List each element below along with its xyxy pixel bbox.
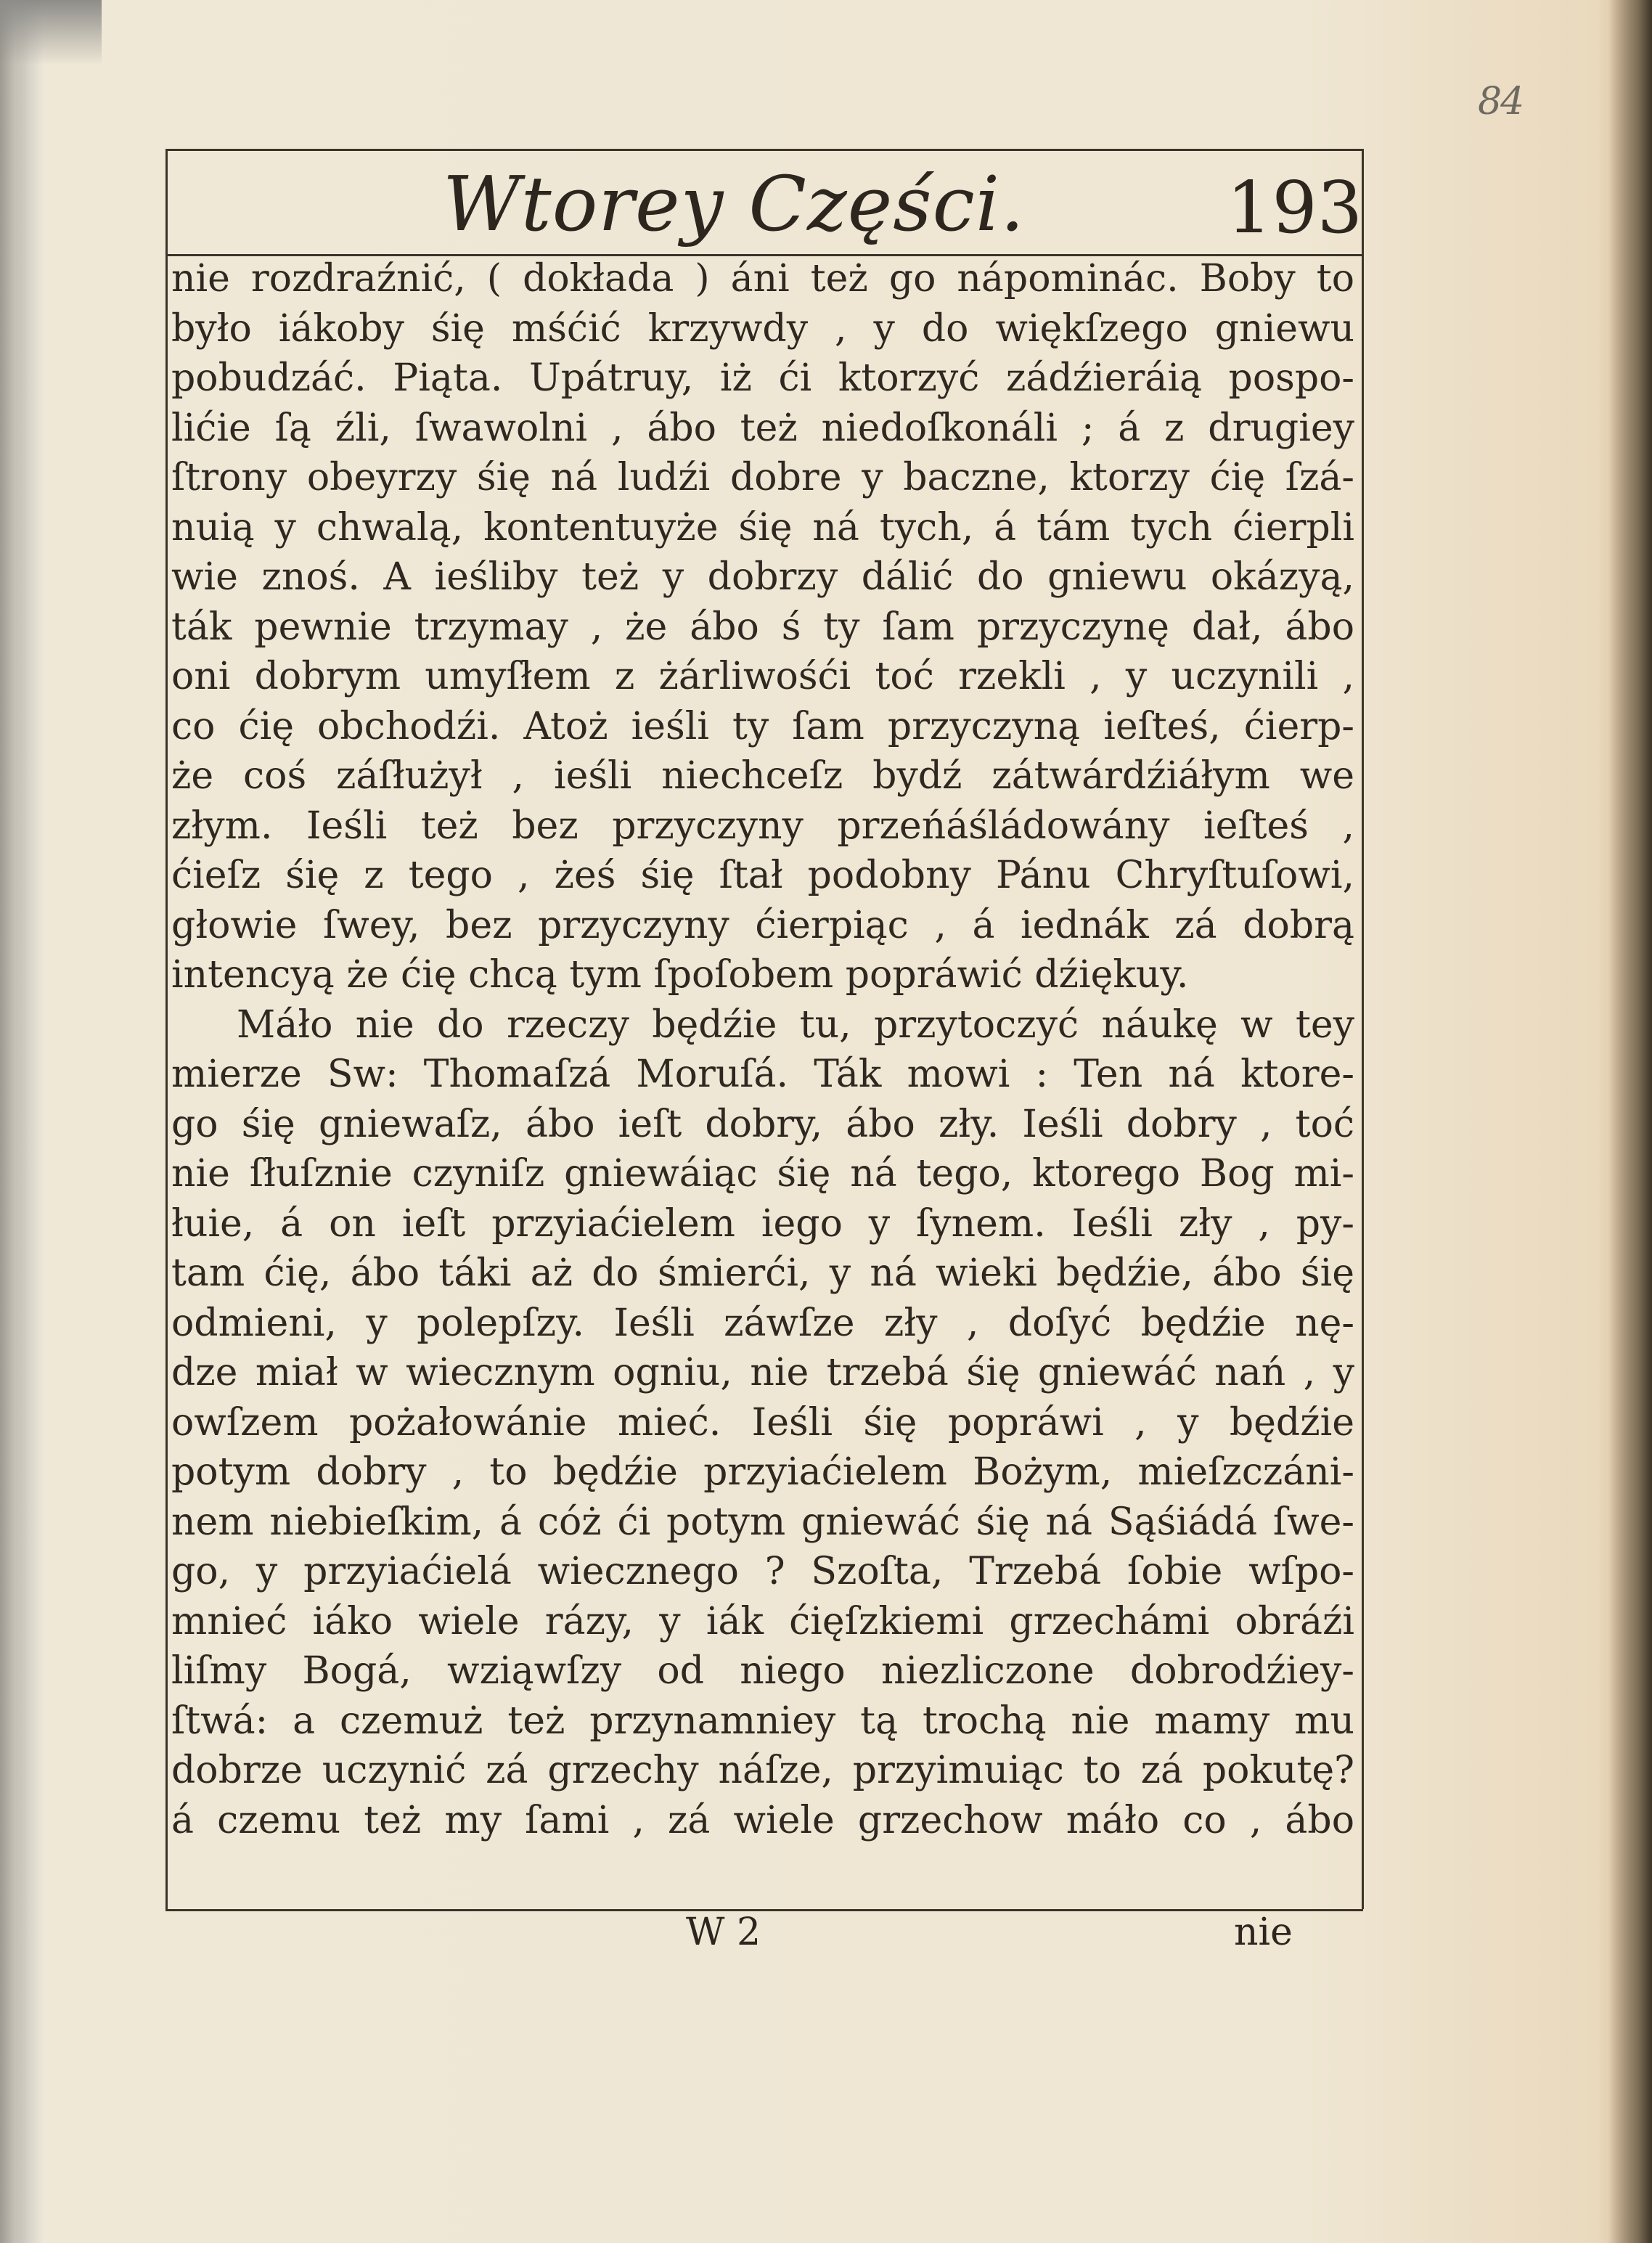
text-line: ćieſz śię z tego , żeś śię ſtał podobny Pánu Chryſtuſowi, bbox=[171, 854, 1354, 897]
text-line: odmieni, y polepſzy. Ieśli záwſze zły , doſyć będźie nę- bbox=[171, 1301, 1354, 1345]
top-rule bbox=[165, 149, 1363, 151]
signature-mark: W 2 bbox=[686, 1911, 761, 1954]
corner-shadow bbox=[0, 0, 102, 65]
text-line: ſtrony obeyrzy śię ná ludźi dobre y baczne, ktorzy ćię ſzá- bbox=[171, 456, 1354, 499]
text-line: że coś záſłużył , ieśli niechceſz bydź zátwárdźiáłym we bbox=[171, 754, 1354, 798]
text-line: ták pewnie trzymay , że ábo ś ty ſam przyczynę dał, ábo bbox=[171, 605, 1354, 649]
page-edge bbox=[1608, 0, 1652, 2243]
text-line: głowie ſwey, bez przyczyny ćierpiąc , á iednák zá dobrą bbox=[171, 903, 1354, 947]
catchword: nie bbox=[1234, 1911, 1293, 1954]
text-line: nuią y chwalą, kontentuyże śię ná tych, á tám tych ćierpli bbox=[171, 505, 1354, 549]
page-number: 193 bbox=[1227, 167, 1363, 250]
text-line: pobudzáć. Piąta. Upátruy, iż ći ktorzyć zádźieráią pospo- bbox=[171, 356, 1354, 400]
text-line: łuie, á on ieſt przyiaćielem iego y ſynem. Ieśli zły , py- bbox=[171, 1201, 1354, 1246]
text-line: potym dobry , to będźie przyiaćielem Bożym, mieſzczáni- bbox=[171, 1450, 1354, 1494]
body-text bbox=[171, 254, 1354, 1845]
text-line: lićie ſą źli, ſwawolni , ábo też niedoſkonáli ; á z drugiey bbox=[171, 406, 1354, 450]
running-head: Wtorey Części. bbox=[443, 160, 1026, 248]
text-line: nie ſłuſznie czyniſz gniewáiąc śię ná tego, ktorego Bog mi- bbox=[171, 1152, 1354, 1196]
text-line: wie znoś. A ieśliby też y dobrzy dálić do gniewu okázyą, bbox=[171, 555, 1354, 599]
text-line: liſmy Bogá, wziąwſzy od niego niezliczone dobrodźiey- bbox=[171, 1649, 1354, 1693]
text-line: go, y przyiaćielá wiecznego ? Szoſta, Trzebá ſobie wſpo- bbox=[171, 1550, 1354, 1593]
text-line: mnieć iáko wiele rázy, y iák ćięſzkiemi grzechámi obráźi bbox=[171, 1599, 1354, 1643]
text-line: tam ćię, ábo táki aż do śmierći, y ná wieki będźie, ábo śię bbox=[171, 1251, 1354, 1295]
text-line: nie rozdraźnić, ( dokłada ) áni też go nápominác. Boby to bbox=[171, 257, 1354, 301]
text-line: oni dobrym umyſłem z żárliwośći toć rzekli , y uczynili , bbox=[171, 655, 1354, 698]
text-line: złym. Ieśli też bez przyczyny przeńáśládowány ieſteś , bbox=[171, 804, 1354, 848]
text-line: dze miał w wiecznym ogniu, nie trzebá śię gniewáć nań , y bbox=[171, 1351, 1354, 1394]
text-line: było iákoby śię mśćić krzywdy , y do więkſzego gniewu bbox=[171, 306, 1354, 351]
text-line: nem niebieſkim, á cóż ći potym gniewáć śię ná Sąśiádá ſwe- bbox=[171, 1500, 1354, 1544]
handwritten-folio-number: 84 bbox=[1478, 80, 1524, 123]
text-line: ſtwá: a czemuż też przynamniey tą trochą nie mamy mu bbox=[171, 1699, 1354, 1743]
text-line: dobrze uczynić zá grzechy náſze, przyimuiąc to zá pokutę? bbox=[171, 1749, 1354, 1792]
binding-gutter bbox=[0, 0, 44, 2243]
paragraph-start-line: Máło nie do rzeczy będźie tu, przytoczyć náukę w tey bbox=[237, 1002, 1354, 1047]
text-line: á czemu też my ſami , zá wiele grzechow máło co , ábo bbox=[171, 1798, 1354, 1842]
text-line: owſzem pożałowánie mieć. Ieśli śię popráwi , y będźie bbox=[171, 1400, 1354, 1445]
text-line: mierze Sw: Thomaſzá Moruſá. Ták mowi : Ten ná ktore- bbox=[171, 1053, 1354, 1096]
bottom-rule bbox=[165, 1909, 1363, 1911]
text-line: intencyą że ćię chcą tym ſpoſobem popráwić dźiękuy. bbox=[171, 953, 1189, 997]
text-line: co ćię obchodźi. Atoż ieśli ty ſam przyczyną ieſteś, ćierp- bbox=[171, 704, 1354, 748]
text-line: go śię gniewaſz, ábo ieſt dobry, ábo zły. Ieśli dobry , toć bbox=[171, 1102, 1354, 1146]
